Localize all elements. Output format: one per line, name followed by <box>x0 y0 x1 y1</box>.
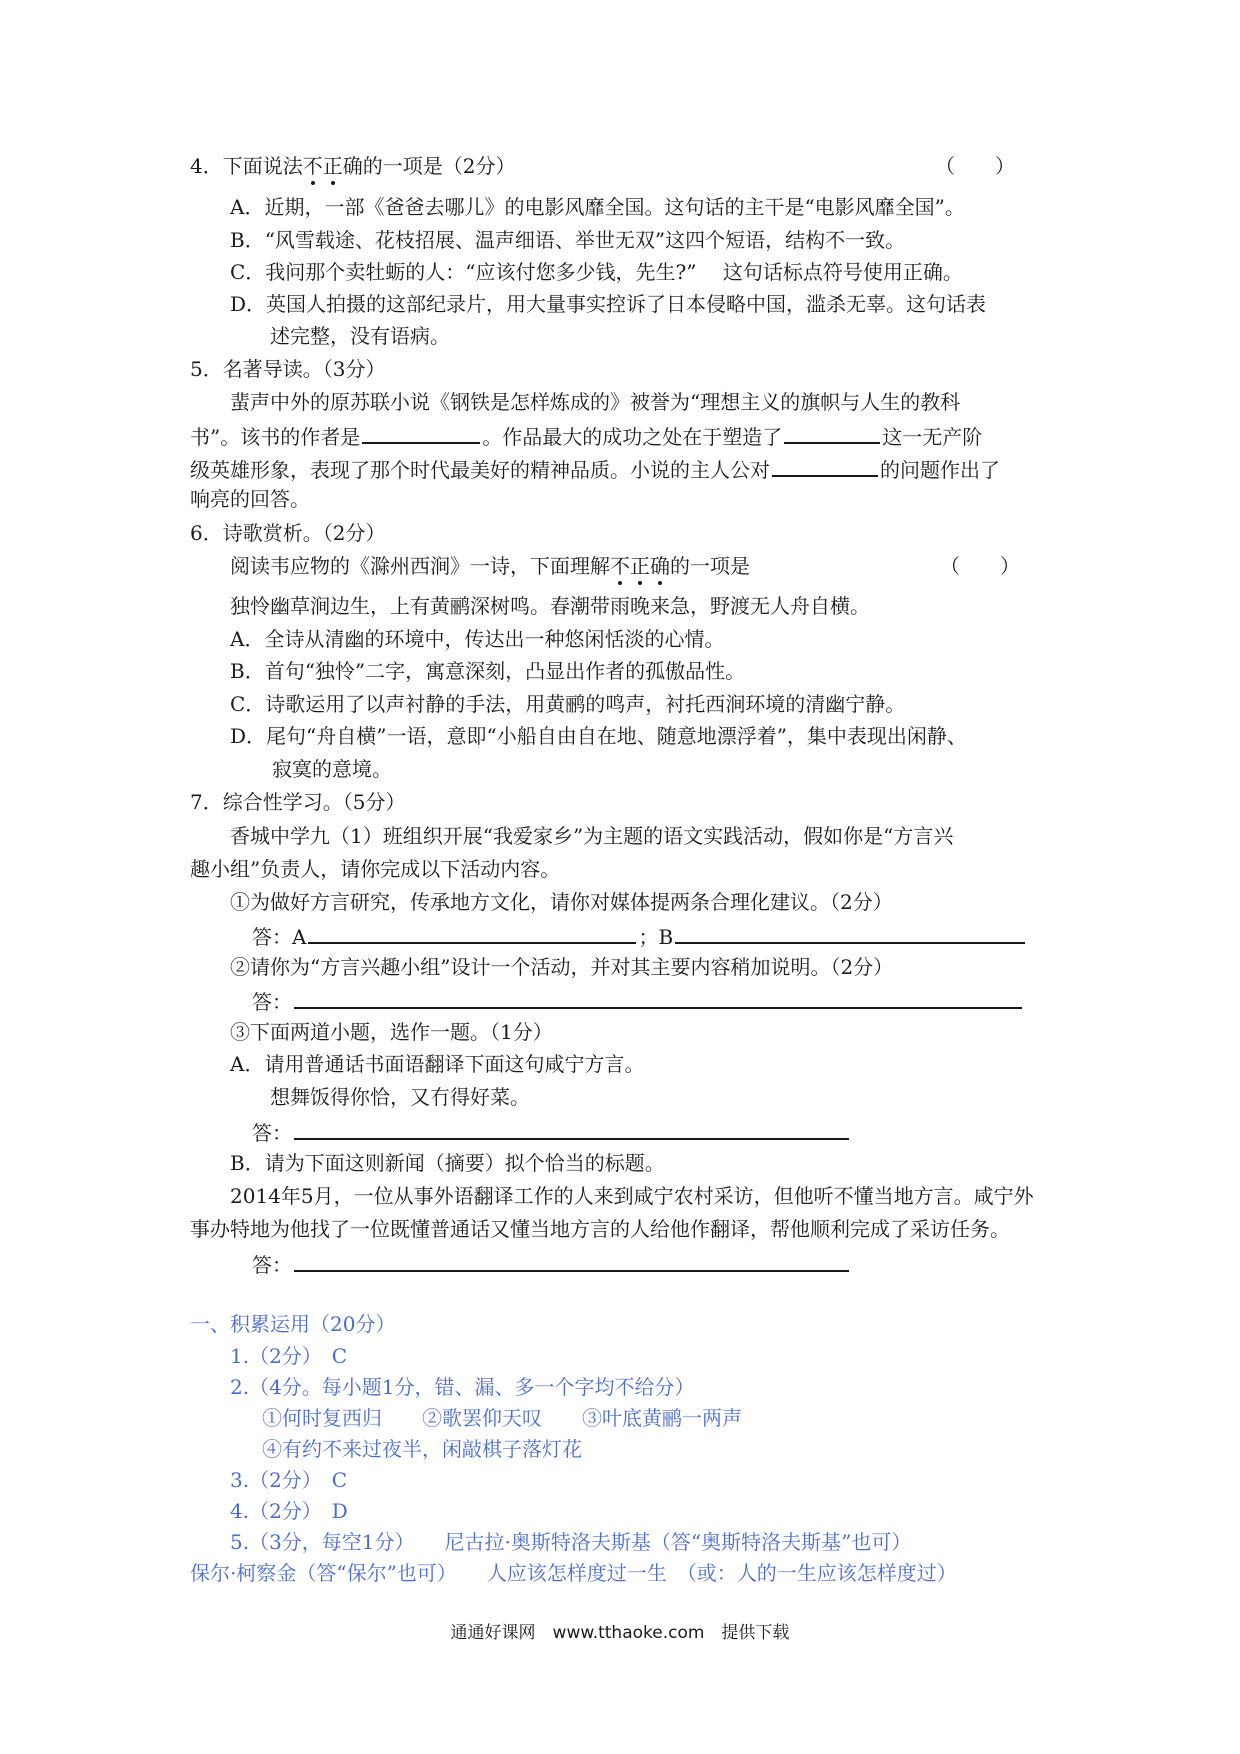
author-blank[interactable] <box>362 420 480 444</box>
q5-text: 。作品最大的成功之处在于塑造了 <box>482 425 783 449</box>
q5-text: 书”。该书的作者是 <box>190 425 361 449</box>
q7-news-line2: 事办特地为他找了一位既懂普通话又懂当地方言的人给他作翻译，帮他顺利完成了采访任务。 <box>190 1217 1010 1241</box>
answer-label: 答：A <box>252 925 307 949</box>
answer-label: 答： <box>252 1253 292 1277</box>
answer-key-5: 5.（3分，每空1分） 尼古拉·奥斯特洛夫斯基（答“奥斯特洛夫斯基”也可） <box>230 1530 912 1554</box>
q4-option-a: A．近期，一部《爸爸去哪儿》的电影风靡全国。这句话的主干是“电影风靡全国”。 <box>230 195 965 219</box>
q7-news-line1: 2014年5月，一位从事外语翻译工作的人来到咸宁农村采访，但他听不懂当地方言。咸宁外 <box>230 1184 1034 1208</box>
answer-key-heading: 一、积累运用（20分） <box>190 1312 396 1336</box>
q5-title: 5．名著导读。（3分） <box>190 357 386 381</box>
answer-key-4: 4.（2分） D <box>230 1499 348 1523</box>
q5-para-line2 <box>190 420 982 451</box>
emphasis-dot-char: 正 <box>322 154 343 178</box>
q6-answer-paren: （ ） <box>940 554 1020 578</box>
answer-key-1: 1.（2分） C <box>230 1344 348 1368</box>
q6-title: 6．诗歌赏析。（2分） <box>190 521 386 545</box>
q7-subq1: ①为做好方言研究，传承地方文化，请你对媒体提两条合理化建议。（2分） <box>230 890 893 914</box>
q5-para-line4: 响亮的回答。 <box>190 487 310 511</box>
q4-stem-text-end: 确的一项是（2分） <box>342 154 516 178</box>
headline-blank[interactable] <box>294 1248 849 1272</box>
q7-para-line2: 趣小组”负责人，请你完成以下活动内容。 <box>190 857 561 881</box>
q7-option-b: B．请为下面这则新闻（摘要）拟个恰当的标题。 <box>230 1151 665 1175</box>
q6-option-d-line2: 寂寞的意境。 <box>272 757 392 781</box>
q5-text: 级英雄形象，表现了那个时代最美好的精神品质。小说的主人公对 <box>190 458 770 482</box>
suggestion-b-blank[interactable] <box>675 920 1025 944</box>
q7-option-a: A．请用普通话书面语翻译下面这句咸宁方言。 <box>230 1052 645 1076</box>
emphasis-dot-char: 不 <box>610 554 630 578</box>
q7-title: 7．综合性学习。（5分） <box>190 790 406 814</box>
q4-answer-paren: （ ） <box>935 154 1015 178</box>
page-footer: 通通好课网 www.tthaoke.com 提供下载 <box>450 1623 790 1643</box>
q5-para-line1: 蜚声中外的原苏联小说《钢铁是怎样炼成的》被誉为“理想主义的旗帜与人生的教科 <box>230 390 961 414</box>
q7-dialect-sentence: 想舞饭得你恰，又冇得好菜。 <box>270 1085 530 1109</box>
q5-text: 这一无产阶 <box>882 425 983 449</box>
translation-blank[interactable] <box>294 1116 849 1140</box>
q7-answer2 <box>252 985 1024 1016</box>
q4-stem <box>190 152 515 180</box>
q7-answer1 <box>252 920 1027 951</box>
q4-stem-text: 4．下面说法 <box>190 154 303 178</box>
q4-option-d-line1: D．英国人拍摄的这部纪录片，用大量事实控诉了日本侵略中国，滥杀无辜。这句话表 <box>230 292 987 316</box>
q4-option-d-line2: 述完整，没有语病。 <box>270 324 450 348</box>
q6-option-d-line1: D．尾句“舟自横”一语，意即“小船自由自在地、随意地漂浮着”，集中表现出闲静、 <box>230 724 967 748</box>
emphasis-dot-char: 正 <box>630 554 650 578</box>
suggestion-a-blank[interactable] <box>308 920 636 944</box>
emphasis-dot-char: 确 <box>650 554 670 578</box>
q5-para-line3 <box>190 453 1000 484</box>
q4-option-b: B．“风雪载途、花枝招展、温声细语、举世无双”这四个短语，结构不一致。 <box>230 228 906 252</box>
answer-key-2-line2: ④有约不来过夜半，闲敲棋子落灯花 <box>262 1437 582 1461</box>
q7-answer3 <box>252 1116 851 1147</box>
answer-key-2: 2.（4分。每小题1分，错、漏、多一个字均不给分） <box>230 1375 695 1399</box>
q6-option-b: B．首句“独怜”二字，寓意深刻，凸显出作者的孤傲品性。 <box>230 659 746 683</box>
q6-stem <box>230 552 750 580</box>
q6-poem: 独怜幽草涧边生，上有黄鹂深树鸣。春潮带雨晚来急，野渡无人舟自横。 <box>230 594 870 618</box>
q5-text: 的问题作出了 <box>880 458 1000 482</box>
answer-key-5-cont: 保尔·柯察金（答“保尔”也可） 人应该怎样度过一生 （或：人的一生应该怎样度过） <box>190 1561 957 1585</box>
q6-option-a: A．全诗从清幽的环境中，传达出一种悠闲恬淡的心情。 <box>230 627 725 651</box>
answer-key-3: 3.（2分） C <box>230 1468 348 1492</box>
answer-label: ；B <box>638 925 674 949</box>
q7-answer4 <box>252 1248 851 1279</box>
answer-key-2-line1: ①何时复西归 ②歌罢仰天叹 ③叶底黄鹂一两声 <box>262 1406 742 1430</box>
q7-subq3: ③下面两道小题，选作一题。（1分） <box>230 1020 553 1044</box>
answer-label: 答： <box>252 1121 292 1145</box>
q4-option-c: C．我问那个卖牡蛎的人：“应该付您多少钱，先生?” 这句话标点符号使用正确。 <box>230 260 963 284</box>
q6-stem-text: 阅读韦应物的《滁州西涧》一诗，下面理解 <box>230 554 610 578</box>
answer-label: 答： <box>252 990 292 1014</box>
question-blank[interactable] <box>772 453 878 477</box>
activity-blank[interactable] <box>294 985 1022 1009</box>
q7-para-line1: 香城中学九（1）班组织开展“我爱家乡”为主题的语文实践活动，假如你是“方言兴 <box>230 824 954 848</box>
q7-subq2: ②请你为“方言兴趣小组”设计一个活动，并对其主要内容稍加说明。（2分） <box>230 955 894 979</box>
hero-blank[interactable] <box>784 420 880 444</box>
emphasis-dot-char: 不 <box>302 154 323 178</box>
q6-option-c: C．诗歌运用了以声衬静的手法，用黄鹂的鸣声，衬托西涧环境的清幽宁静。 <box>230 692 906 716</box>
q6-stem-text-end: 的一项是 <box>670 554 750 578</box>
